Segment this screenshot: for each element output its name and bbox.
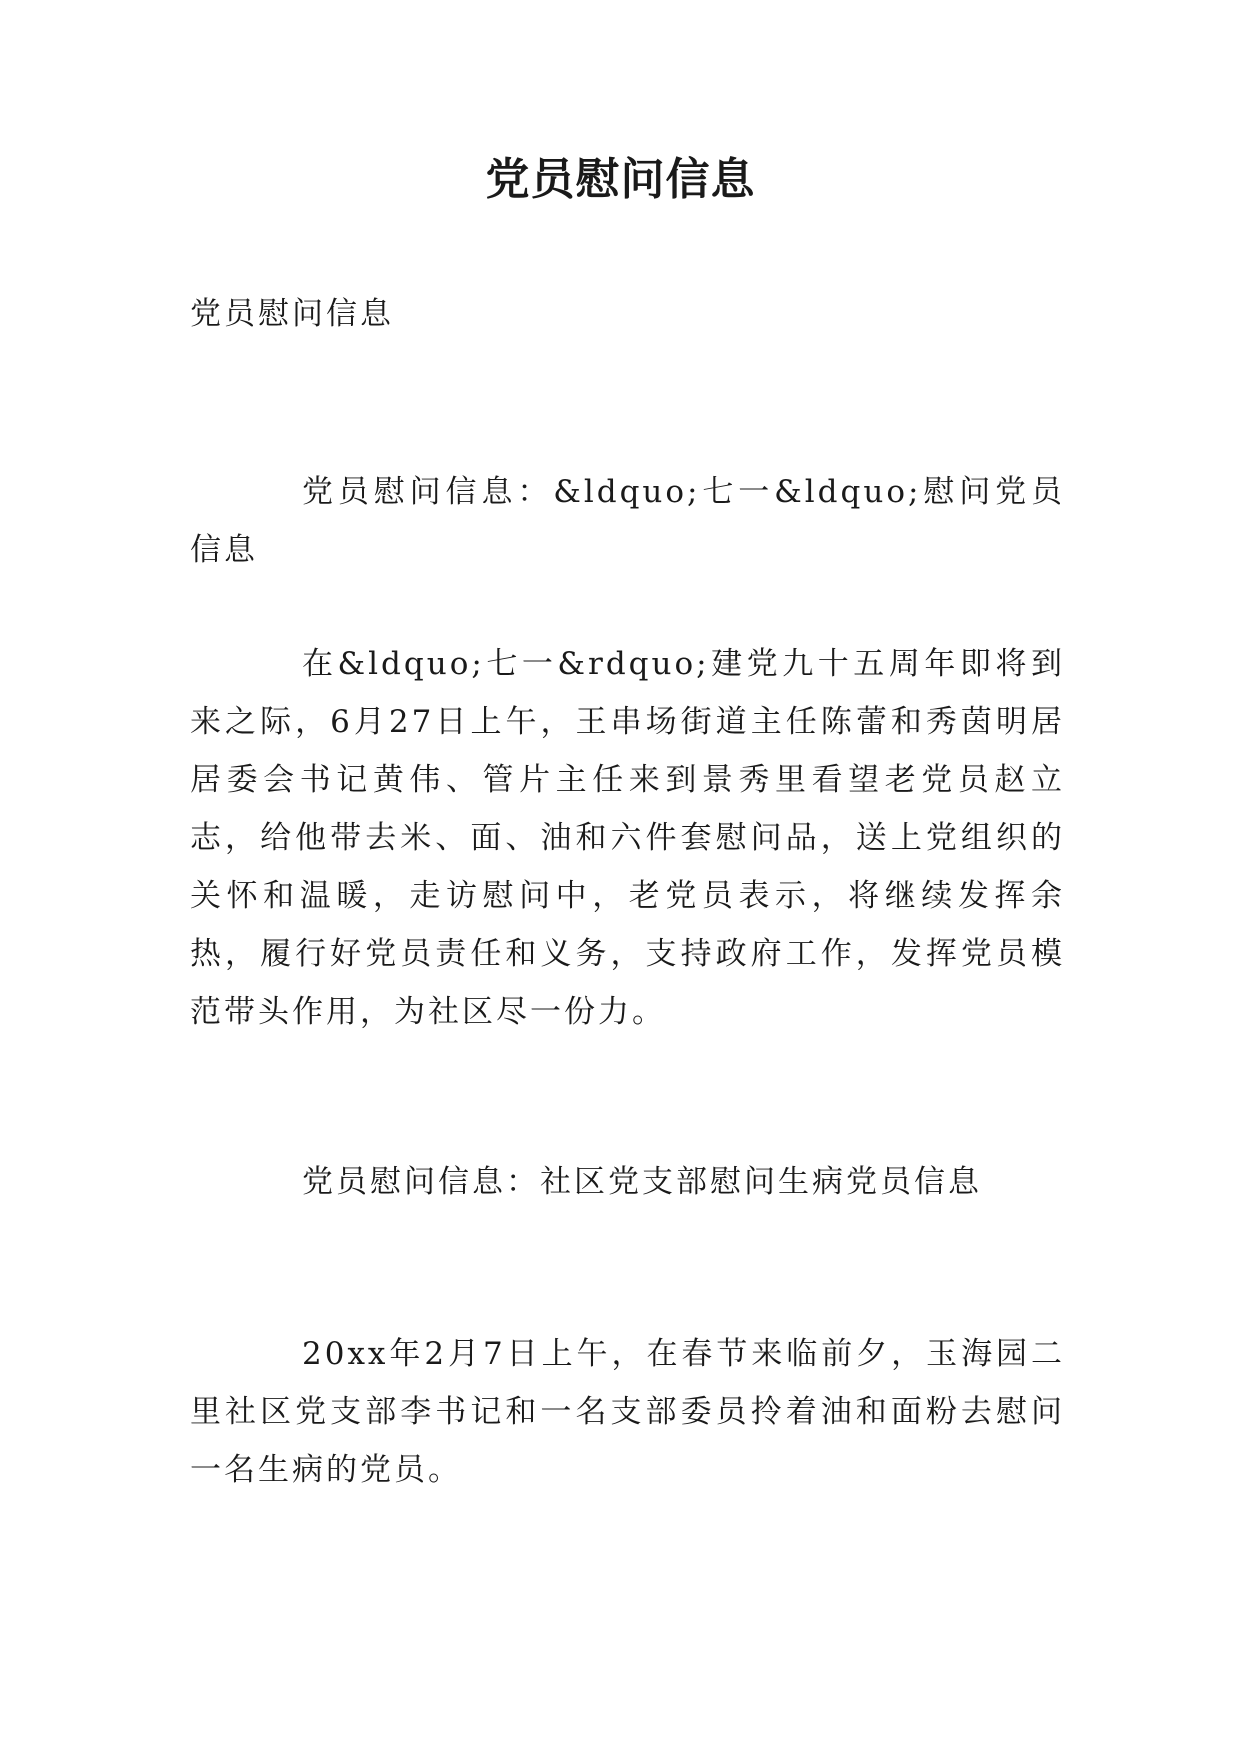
section1-body: 在&ldquo;七一&rdquo;建党九十五周年即将到来之际，6月27日上午，王串场街道主任陈蕾和秀茵明居居委会书记黄伟、管片主任来到景秀里看望老党员赵立志，给他带去米、面、油和六件套慰问品，送上党组织的关怀和温暖，走访慰问中，老党员表示，将继续发挥余热，履行好党员责任和义务，支持政府工作，发挥党员模范带头作用，为社区尽一份力。 — [190, 646, 1065, 1030]
section2-body: 20xx年2月7日上午，在春节来临前夕，玉海园二里社区党支部李书记和一名支部委员拎着油和面粉去慰问一名生病的党员。 — [190, 1336, 1065, 1488]
section2-heading: 党员慰问信息：社区党支部慰问生病党员信息 — [302, 1164, 982, 1200]
document-subtitle: 党员慰问信息 — [190, 296, 394, 332]
section1-heading: 党员慰问信息：&ldquo;七一&ldquo;慰问党员信息 — [190, 474, 1065, 568]
document-title: 党员慰问信息 — [485, 154, 756, 205]
